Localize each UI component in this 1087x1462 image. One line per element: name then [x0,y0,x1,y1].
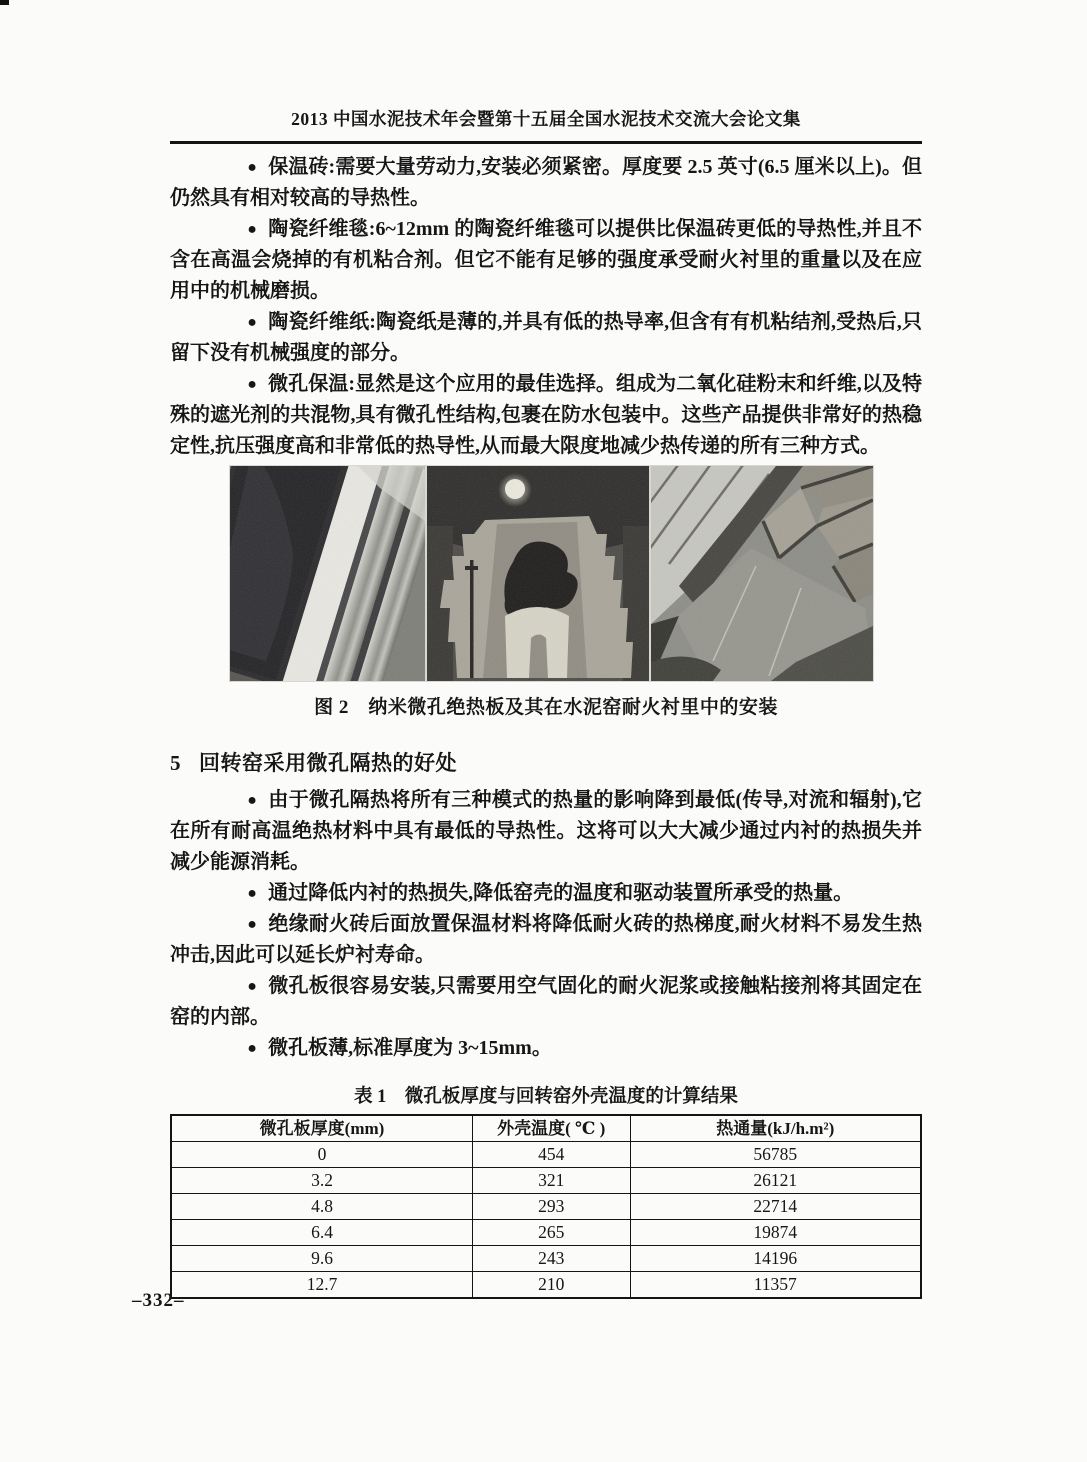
intro-bullet-insulating-brick [170,152,922,214]
table-cell: 6.4 [171,1220,473,1246]
table-cell: 243 [473,1246,631,1272]
table-row [171,1272,921,1299]
table-row [171,1246,921,1272]
table-cell: 56785 [630,1142,921,1168]
table-header-shell-temperature: 外壳温度( ℃ ) [473,1115,631,1142]
benefit-bullet-easy-installation [170,971,922,1033]
section-title: 回转窑采用微孔隔热的好处 [199,751,457,775]
bullet-icon: ● [247,915,257,933]
table-header-panel-thickness: 微孔板厚度(mm) [171,1115,473,1142]
table-cell: 22714 [630,1194,921,1220]
refractory-brick-lining-photo [651,466,873,681]
proceedings-header-title: 2013 中国水泥技术年会暨第十五届全国水泥技术交流大会论文集 [291,109,801,129]
page-number: –332– [132,1290,185,1311]
table-cell: 26121 [630,1168,921,1194]
bullet-icon: ● [247,220,257,238]
intro-bullet-ceramic-fiber-blanket [170,214,922,307]
bullet-icon: ● [247,977,257,995]
scan-corner-artifact [0,0,9,5]
table-row [171,1194,921,1220]
bullet-icon: ● [247,1039,257,1057]
benefit-bullet-lowest-conductivity [170,785,922,878]
paragraph-text: 通过降低内衬的热损失,降低窑壳的温度和驱动装置所承受的热量。 [268,882,854,904]
header-divider-rule [170,141,922,144]
paragraph-text: 绝缘耐火砖后面放置保温材料将降低耐火砖的热梯度,耐火材料不易发生热冲击,因此可以延长炉衬寿命。 [170,913,922,966]
table-cell: 14196 [630,1246,921,1272]
paragraph-text: 微孔板薄,标准厚度为 3~15mm。 [268,1037,552,1059]
table-cell: 19874 [630,1220,921,1246]
table-cell: 265 [473,1220,631,1246]
table-1-calculation-results [170,1114,922,1299]
table-row [171,1142,921,1168]
table-cell: 3.2 [171,1168,473,1194]
table-cell: 12.7 [171,1272,473,1299]
table-cell: 11357 [630,1272,921,1299]
page-content [170,0,922,1299]
table-header-row [171,1115,921,1142]
section-number: 5 [170,751,181,775]
figure-2-caption: 图 2 纳米微孔绝热板及其在水泥窑耐火衬里中的安装 [314,697,778,718]
table-cell: 4.8 [171,1194,473,1220]
table-header-heat-flux: 热通量(kJ/h.m²) [630,1115,921,1142]
figure-2-photos [230,466,922,681]
benefit-bullet-lower-shell-temperature [170,878,922,909]
table-row [171,1220,921,1246]
table-cell: 9.6 [171,1246,473,1272]
paragraph-text: 陶瓷纤维纸:陶瓷纸是薄的,并具有低的热导率,但含有有机粘结剂,受热后,只留下没有机械强度的部分。 [170,311,922,364]
kiln-interior-installation-photo [427,466,649,681]
section-5-heading [170,747,922,777]
paragraph-text: 保温砖:需要大量劳动力,安装必须紧密。厚度要 2.5 英寸(6.5 厘米以上)。但仍然具有相对较高的导热性。 [170,156,922,209]
bullet-icon: ● [247,313,257,331]
benefit-bullet-thermal-gradient [170,909,922,971]
insulation-boards-photo [230,466,425,681]
intro-bullet-ceramic-fiber-paper [170,307,922,369]
paragraph-text: 陶瓷纤维毯:6~12mm 的陶瓷纤维毯可以提供比保温砖更低的导热性,并且不含在高温会烧掉的有机粘合剂。但它不能有足够的强度承受耐火衬里的重量以及在应用中的机械磨损。 [170,218,922,302]
bullet-icon: ● [247,375,257,393]
table-cell: 321 [473,1168,631,1194]
bullet-icon: ● [247,884,257,902]
table-1-caption: 表 1 微孔板厚度与回转窑外壳温度的计算结果 [354,1087,738,1107]
paragraph-text: 由于微孔隔热将所有三种模式的热量的影响降到最低(传导,对流和辐射),它在所有耐高温绝热材料中具有最低的导热性。这将可以大大减少通过内衬的热损失并减少能源消耗。 [170,789,922,873]
benefit-bullet-thin-panels [170,1033,922,1064]
intro-bullet-microporous-insulation [170,369,922,462]
paragraph-text: 微孔保温:显然是这个应用的最佳选择。组成为二氧化硅粉末和纤维,以及特殊的遮光剂的共混物,具有微孔性结构,包裹在防水包装中。这些产品提供非常好的热稳定性,抗压强度高和非常低的热导性,从而最大限度地减少热传递的所有三种方式。 [170,373,922,457]
table-cell: 293 [473,1194,631,1220]
bullet-icon: ● [247,158,257,176]
table-cell: 210 [473,1272,631,1299]
paragraph-text: 微孔板很容易安装,只需要用空气固化的耐火泥浆或接触粘接剂将其固定在窑的内部。 [170,975,922,1028]
bullet-icon: ● [247,791,257,809]
table-cell: 454 [473,1142,631,1168]
table-row [171,1168,921,1194]
table-cell: 0 [171,1142,473,1168]
